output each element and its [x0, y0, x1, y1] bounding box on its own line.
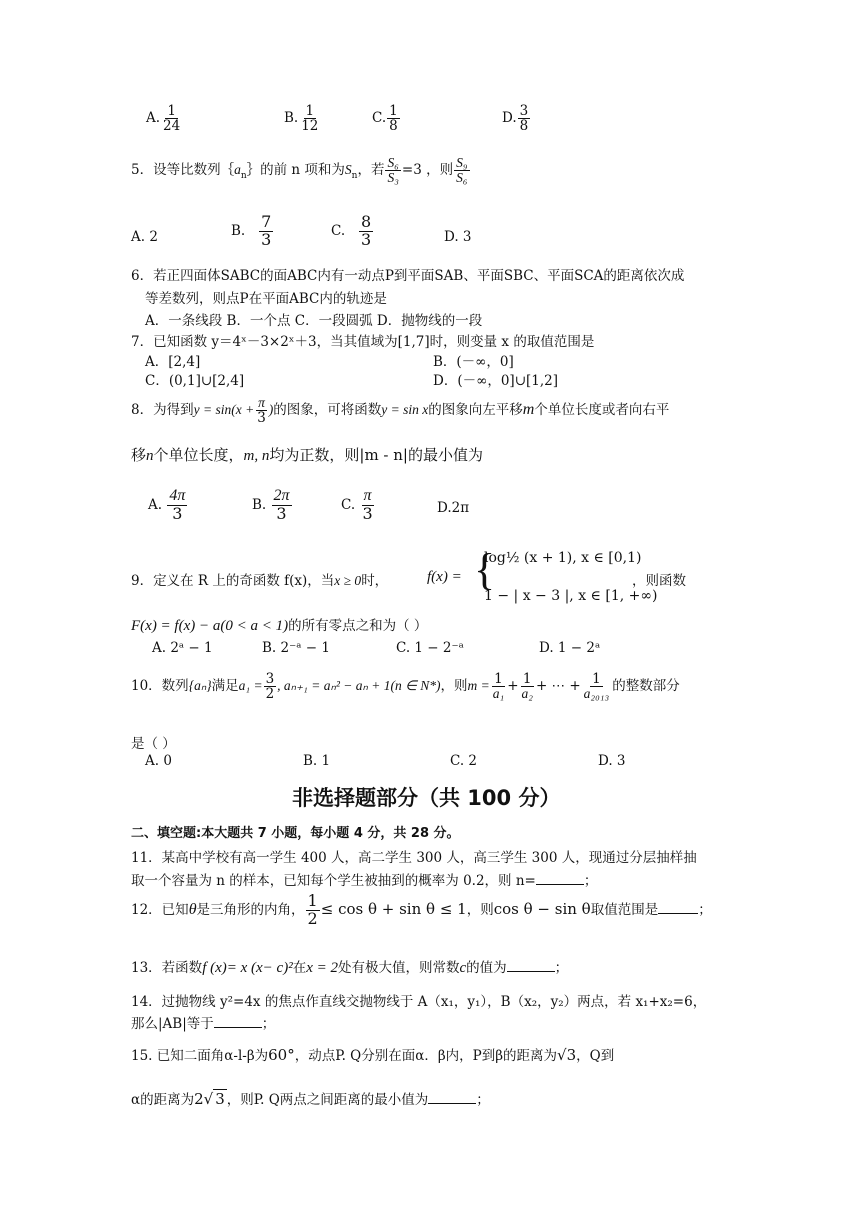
q7-option-a: A．[2,4] — [145, 354, 201, 370]
q7-option-b: B．(－∞，0] — [433, 354, 514, 370]
q9-stem-line2: F(x) = f(x) − a(0 < a < 1)的所有零点之和为（ ） — [131, 618, 428, 634]
q9-option-c: C. 1 − 2⁻ᵃ — [396, 640, 464, 656]
q7-stem: 7．已知函数 y＝4ˣ－3×2ˣ＋3，当其值域为[1,7]时，则变量 x 的取值范围是 — [131, 334, 595, 350]
q14-answer-blank[interactable] — [214, 1015, 262, 1028]
q11-stem-line1: 11．某高中学校有高一学生 400 人，高二学生 300 人，高三学生 300 人，现通过分层抽样抽 — [131, 850, 697, 866]
q12-answer-blank[interactable] — [658, 901, 698, 914]
section-title: 非选择题部分（共 100 分） — [292, 786, 561, 810]
q9-stem-end: ，则函数 — [632, 573, 686, 589]
q4-option-b: B. $\frac{1}{12}$ — [284, 103, 319, 135]
q7-option-c: C．(0,1]∪[2,4] — [145, 373, 245, 389]
q11-stem-line2: 取一个容量为 n 的样本，已知每个学生被抽到的概率为 0.2，则 n= ； — [131, 873, 598, 889]
q9-stem-line1: 9．定义在 R 上的奇函数 f(x)，当x ≥ 0时， — [131, 573, 389, 589]
q15-stem-line2: α的距离为2√ 3 ，则P. Q两点之间距离的最小值为 ； — [131, 1090, 490, 1108]
q4-option-d: D. $\frac{3}{8}$ — [502, 103, 529, 135]
q13-answer-blank[interactable] — [507, 959, 555, 972]
q6-options: A．一条线段 B．一个点 C．一段圆弧 D．抛物线的一段 — [145, 313, 483, 329]
q10-stem-line2: 是（ ） — [131, 736, 176, 752]
q15-stem-line1: 15. 已知二面角α-l-β为60°，动点P. Q分别在面α．β内，P到β的距离为√3，Q到 — [131, 1046, 615, 1064]
q10-option-b: B. 1 — [303, 753, 331, 769]
q14-stem-line1: 14．过抛物线 y²=4x 的焦点作直线交抛物线于 A（x₁，y₁），B（x₂，y₂）两点，若 x₁+x₂=6， — [131, 994, 707, 1010]
q10-option-c: C. 2 — [450, 753, 478, 769]
q15-answer-blank[interactable] — [428, 1091, 476, 1104]
q9-case-1: log½ (x + 1), x ∈ [0,1) — [484, 550, 642, 566]
q9-piecewise-brace: { — [474, 545, 496, 594]
q8-stem-line2: 移n个单位长度，m, n均为正数，则|m - n|的最小值为 — [131, 446, 484, 464]
q14-stem-line2: 那么|AB|等于 ； — [131, 1016, 276, 1032]
q8-option-b: B. $\frac{2\pi}{3}$ — [252, 487, 290, 523]
q4-option-c: C. $\frac{1}{8}$ — [372, 103, 398, 135]
q8-option-c: C. $\frac{\pi}{3}$ — [341, 487, 373, 523]
q11-answer-blank[interactable] — [536, 872, 584, 885]
q10-stem-line1: 10．数列{aₙ}满足a₁ = $\frac{3}{2}$ , aₙ₊₁ = aₙ² − aₙ + 1(n ∈ N*)，则m = $\frac{1}{\text{a₁}}$ + $\frac{1}{\text{a₂}}$ + ⋯ + $\frac{1}{\text{a₂₀₁₃}}$ 的整数部分 — [131, 671, 680, 703]
q12-stem: 12．已知θ是三角形的内角， $\frac{1}{2}$ ≤ cos θ + sin θ ≤ 1，则cos θ − sin θ取值范围是 ； — [131, 891, 712, 928]
q5-option-b: B. $\frac{7}{3}$ — [231, 212, 272, 249]
q9-case-2: 1 − | x − 3 |, x ∈ [1, +∞) — [484, 588, 658, 604]
q8-stem-line1: 8．为得到y = sin(x + $\frac{\pi}{3}$ )的图象，可将函数y = sin x的图象向左平移m个单位长度或者向右平 — [131, 395, 670, 427]
q5-option-d: D. 3 — [444, 229, 472, 245]
q9-option-b: B. 2⁻ᵃ − 1 — [262, 640, 330, 656]
question-5: 5．设等比数列$\{a_n\}$的前 n 项和为$S_n$，若 $\frac{\text{S₆}}{\text{S₃}}$ =3 ，则 $\frac{\text{S₉}}{\text{S₆}}$ — [131, 155, 468, 186]
q9-option-d: D. 1 − 2ᵃ — [539, 640, 601, 656]
q4-option-a: A. $\frac{1}{24}$ — [146, 103, 181, 135]
q6-stem-line2: 等差数列，则点P在平面ABC内的轨迹是 — [145, 291, 387, 307]
q8-option-a: A. $\frac{4\pi}{3}$ — [148, 487, 186, 523]
q10-option-a: A. 0 — [145, 753, 172, 769]
section-2-heading: 二、填空题:本大题共 7 小题，每小题 4 分，共 28 分。 — [131, 826, 460, 841]
q9-function-label: f(x) = — [427, 569, 462, 585]
q10-option-d: D. 3 — [598, 753, 626, 769]
q5-option-c: C. $\frac{8}{3}$ — [331, 212, 372, 249]
q9-option-a: A. 2ᵃ − 1 — [152, 640, 213, 656]
q6-stem-line1: 6．若正四面体SABC的面ABC内有一动点P到平面SAB、平面SBC、平面SCA的距离依次成 — [131, 268, 685, 284]
q13-stem: 13．若函数f (x)= x (x− c)²在x = 2处有极大值，则常数c的值为 ； — [131, 960, 569, 976]
q7-option-d: D．(－∞，0]∪[1,2] — [433, 373, 559, 389]
q5-option-a: A. 2 — [131, 229, 158, 245]
q8-option-d: D.2π — [437, 500, 470, 516]
